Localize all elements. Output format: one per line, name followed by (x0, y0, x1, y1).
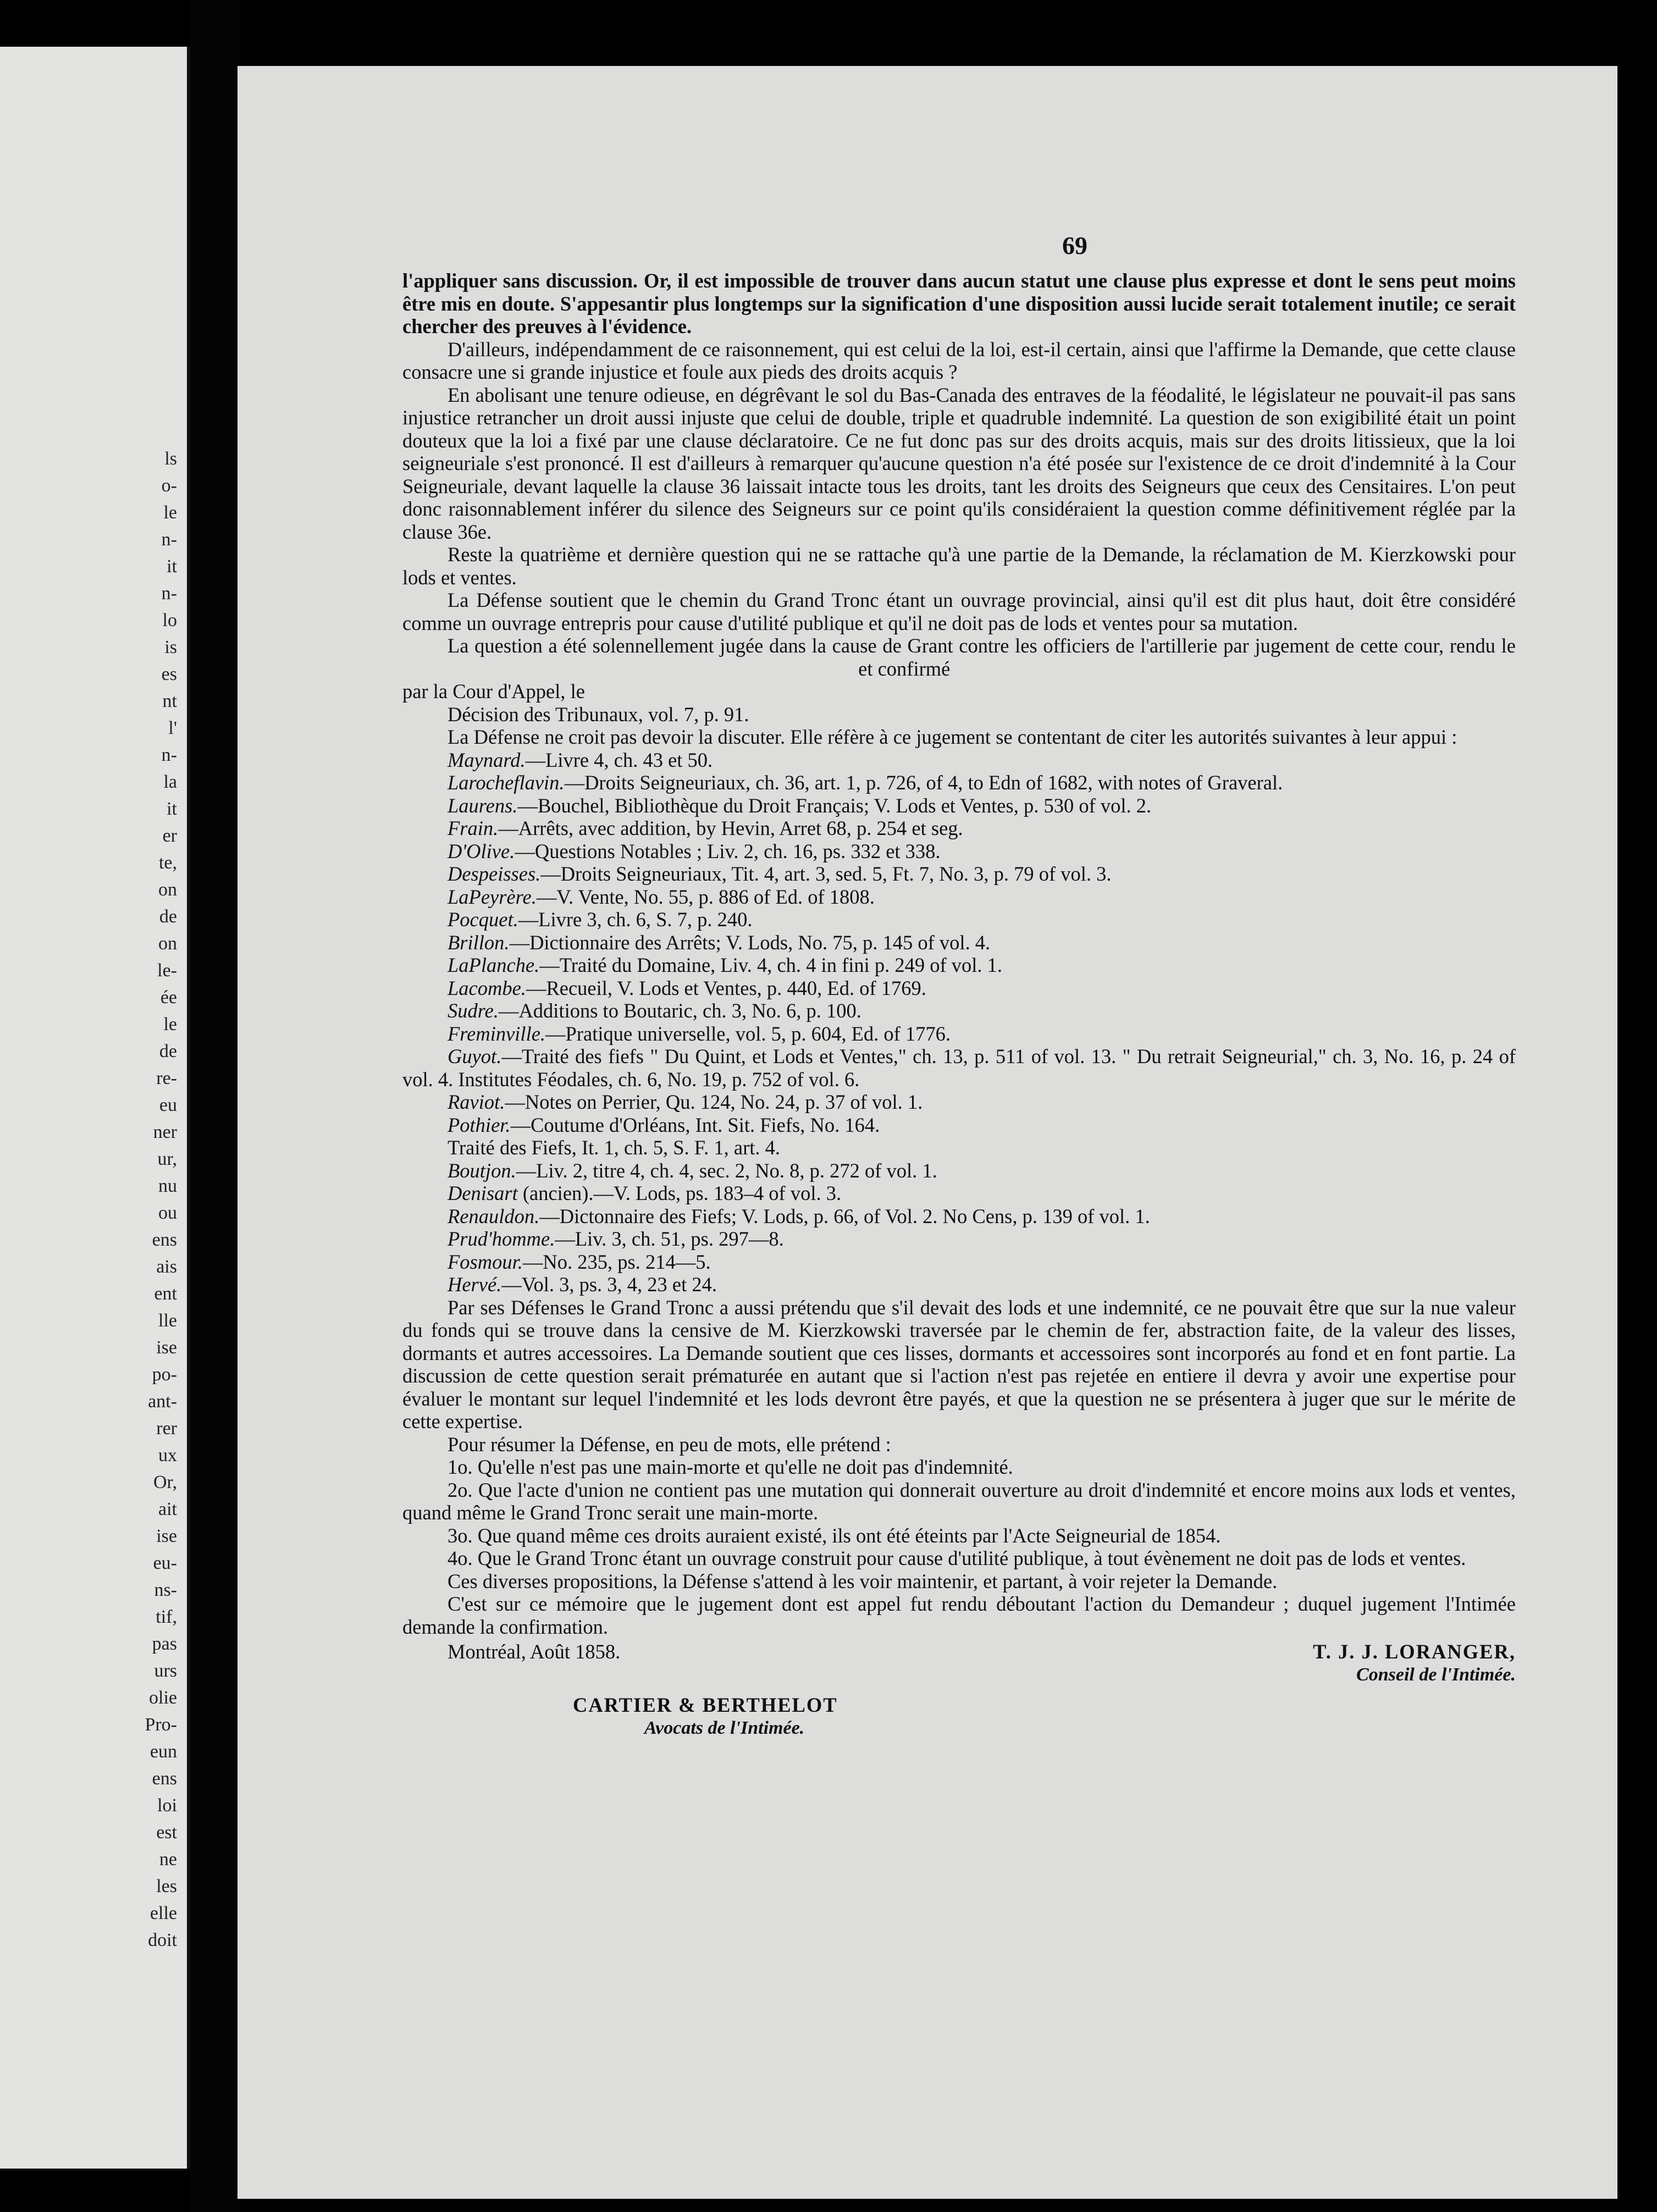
left-page-fragment: est (156, 1822, 177, 1843)
left-page-fragment: ant- (148, 1391, 177, 1412)
counsel-role: Conseil de l'Intimée. (1356, 1664, 1516, 1685)
reference-text: —Vol. 3, ps. 3, 4, 23 et 24. (501, 1273, 717, 1296)
reference-item (402, 794, 1516, 817)
claim-item: 4o. Que le Grand Tronc étant un ouvrage construit pour cause d'utilité publique, à tout évènement ne doit pas de lods et ventes. (448, 1547, 1466, 1569)
left-page-fragment: l' (168, 718, 177, 738)
paragraph-text: La question a été solennellement jugée dans la cause de Grant contre les officiers de l'artillerie par jugement de cette cour, rendu le (448, 634, 1516, 657)
reference-author: Laurens. (448, 794, 518, 817)
reference-text: —Dictionnaire des Arrêts; V. Lods, No. 75, p. 145 of vol. 4. (509, 931, 991, 954)
reference-text: —Livre 3, ch. 6, S. 7, p. 240. (518, 908, 753, 931)
reference-author: Pocquet. (448, 908, 518, 931)
left-page-fragment: n- (161, 583, 177, 604)
firm-signature (402, 1694, 1516, 1739)
left-page-fragment: eun (150, 1741, 177, 1762)
left-page-fragment: doit (148, 1930, 177, 1950)
left-page-fragment: it (167, 799, 177, 819)
reference-text: —Pratique universelle, vol. 5, p. 604, Ed. of 1776. (545, 1022, 951, 1045)
reference-item (402, 771, 1516, 794)
left-page-fragment: ou (158, 1203, 177, 1223)
left-page-fragment: it (167, 556, 177, 577)
reference-text: —No. 235, ps. 214—5. (522, 1250, 711, 1273)
left-page-fragment: ux (158, 1445, 177, 1466)
claim-item: 3o. Que quand même ces droits auraient existé, ils ont été éteints par l'Acte Seigneurial de 1854. (448, 1524, 1221, 1547)
signature-block (402, 1640, 1516, 1686)
reference-item (402, 1273, 1516, 1296)
reference-item (402, 1251, 1516, 1274)
reference-author: Frain. (448, 817, 499, 839)
left-page-edge (0, 47, 190, 2169)
left-page-fragment: elle (150, 1903, 177, 1923)
reference-item (402, 840, 1516, 863)
reference-item (402, 749, 1516, 772)
paragraph: La Défense ne croit pas devoir la discuter. Elle réfère à ce jugement se contentant de citer les autorités suivantes à leur appui : (448, 726, 1457, 748)
reference-author: Raviot. (448, 1091, 505, 1113)
left-page-fragment: la (163, 772, 177, 792)
reference-text: (ancien).—V. Lods, ps. 183–4 of vol. 3. (517, 1182, 842, 1204)
left-page-fragment: Pro- (145, 1715, 177, 1735)
left-page-fragment: ls (164, 449, 177, 469)
left-page-fragment: ais (156, 1257, 177, 1277)
reference-item (402, 1205, 1516, 1228)
reference-item (402, 862, 1516, 886)
paragraph: Ces diverses propositions, la Défense s'attend à les voir maintenir, et partant, à voir rejeter la Demande. (448, 1569, 1278, 1592)
reference-text: —Recueil, V. Lods et Ventes, p. 440, Ed. of 1769. (526, 976, 926, 999)
reference-text: —Notes on Perrier, Qu. 124, No. 24, p. 37 of vol. 1. (505, 1091, 923, 1113)
reference-item (402, 1182, 1516, 1205)
reference-author: Pothier. (448, 1113, 511, 1136)
reference-author: Lacombe. (448, 976, 526, 999)
body-text (402, 269, 1516, 1739)
left-page-fragment: loi (157, 1795, 177, 1816)
place-date: Montréal, Août 1858. (448, 1640, 621, 1663)
left-page-fragment: o- (161, 475, 177, 496)
paragraph: La Défense soutient que le chemin du Grand Tronc étant un ouvrage provincial, ainsi qu'il est dit plus haut, doit être considéré comme un ouvrage entrepris pour cause d'utilité publique et qu'il ne doit pas de lods et ventes pour sa mutation. (402, 589, 1516, 634)
paragraph: Pour résumer la Défense, en peu de mots, elle prétend : (448, 1433, 891, 1456)
claim-item: 1o. Qu'elle n'est pas une main-morte et qu'elle ne doit pas d'indemnité. (448, 1456, 1013, 1478)
left-page-fragment: is (164, 637, 177, 657)
left-page-fragment: lo (162, 610, 177, 631)
left-page-fragment: eu (159, 1095, 177, 1115)
firm-role: Avocats de l'Intimée. (644, 1717, 805, 1738)
left-page-fragment: n- (161, 529, 177, 550)
left-page-fragment: urs (154, 1661, 177, 1681)
reference-author: Denisart (448, 1182, 518, 1204)
firm-name: CARTIER & BERTHELOT (573, 1694, 838, 1716)
reference-author: Brillon. (448, 931, 510, 954)
reference-item (402, 1091, 1516, 1114)
left-page-fragment: tif, (156, 1607, 177, 1627)
left-page-fragment: de (159, 1041, 177, 1061)
reference-text: —Droits Seigneuriaux, ch. 36, art. 1, p. 726, of 4, to Edn of 1682, with notes of Graveral. (564, 771, 1283, 794)
reference-item (402, 886, 1516, 909)
left-page-fragment: eu- (153, 1553, 177, 1573)
paragraph: Décision des Tribunaux, vol. 7, p. 91. (448, 703, 749, 726)
left-page-fragment: ée (160, 987, 177, 1008)
reference-item (402, 931, 1516, 954)
left-page-fragment: po- (152, 1364, 177, 1385)
left-page-fragment: on (158, 933, 177, 954)
paragraph-line: par la Cour d'Appel, le (402, 680, 585, 703)
reference-text: —Traité du Domaine, Liv. 4, ch. 4 in fini p. 249 of vol. 1. (539, 954, 1003, 976)
reference-item (402, 1045, 1516, 1091)
reference-author: LaPeyrère. (448, 885, 537, 908)
left-page-fragment: Or, (153, 1472, 177, 1492)
counsel-signature (1313, 1640, 1516, 1686)
reference-author: Sudre. (448, 999, 499, 1022)
reference-author: Guyot. (448, 1045, 502, 1068)
reference-author: Boutjon. (448, 1159, 516, 1182)
claims-list (402, 1456, 1516, 1570)
left-page-fragment: n- (161, 745, 177, 765)
reference-text: —Arrêts, avec addition, by Hevin, Arret 68, p. 254 et seg. (498, 817, 963, 839)
reference-author: Despeisses. (448, 862, 541, 885)
reference-item (402, 817, 1516, 840)
left-page-fragment: rer (156, 1418, 177, 1439)
reference-item (402, 908, 1516, 931)
document-page (237, 66, 1617, 2199)
left-page-fragment: nu (158, 1176, 177, 1196)
left-page-fragment: er (162, 826, 177, 846)
left-page-fragment: on (158, 880, 177, 900)
left-page-fragment: lle (158, 1310, 177, 1331)
reference-author: Freminville. (448, 1022, 546, 1045)
reference-list (402, 749, 1516, 1296)
reference-text: —Dictonnaire des Fiefs; V. Lods, p. 66, of Vol. 2. No Cens, p. 139 of vol. 1. (539, 1204, 1150, 1227)
left-page-fragment: ner (153, 1122, 177, 1142)
reference-item (402, 999, 1516, 1022)
paragraph: D'ailleurs, indépendamment de ce raisonnement, qui est celui de la loi, est-il certain, ainsi que l'affirme la Demande, que cette clause consacre une si grande injustice et foule aux pieds des droits acquis ? (402, 338, 1516, 383)
left-page-fragment: ise (156, 1337, 177, 1358)
page-number: 69 (1062, 231, 1087, 259)
page-gutter (190, 0, 240, 2212)
paragraph: C'est sur ce mémoire que le jugement dont est appel fut rendu déboutant l'action du Demandeur ; duquel jugement l'Intimée demande la confirmation. (402, 1592, 1516, 1638)
left-page-fragment: ne (159, 1849, 177, 1870)
reference-item (402, 1022, 1516, 1046)
counsel-name: T. J. J. LORANGER, (1313, 1640, 1516, 1663)
reference-author: LaPlanche. (448, 954, 540, 976)
left-page-fragment: pas (152, 1634, 177, 1654)
claim-item: 2o. Que l'acte d'union ne contient pas une mutation qui donnerait ouverture au droit d'indemnité et encore moins aux lods et ventes, quand même le Grand Tronc serait une main-morte. (402, 1478, 1516, 1524)
paragraph: Par ses Défenses le Grand Tronc a aussi prétendu que s'il devait des lods et une indemnité, ce ne pouvait être que sur la nue valeur du fonds qui se trouve dans la censive de M. Kierzkowski traversée par le chemin de fer, abstraction faite, de la valeur des lisses, dormants et autres accessoires. La Demande soutient que ces lisses, dormants et accessoires sont incorporés au fond et en font partie. La discussion de cette question serait prématurée en autant que si l'action n'est pas rejetée en entiere il devra y avoir une expertise pour évaluer le montant sur lequel l'indemnité et les lods devront être payés, et que la question ne se présentera à juger que sur le mérite de cette expertise. (402, 1296, 1516, 1433)
reference-author: Hervé. (448, 1273, 502, 1296)
reference-text: —Bouchel, Bibliothèque du Droit Français; V. Lods et Ventes, p. 530 of vol. 2. (517, 794, 1152, 817)
paragraph (402, 634, 1516, 680)
reference-text: —V. Vente, No. 55, p. 886 of Ed. of 1808. (536, 885, 875, 908)
reference-item (402, 1227, 1516, 1251)
left-page-fragment: ens (152, 1230, 177, 1250)
left-page-fragment: les (156, 1876, 177, 1896)
reference-item (402, 1159, 1516, 1182)
left-page-fragment: nt (162, 691, 177, 711)
reference-text: —Droits Seigneuriaux, Tit. 4, art. 3, sed. 5, Ft. 7, No. 3, p. 79 of vol. 3. (540, 862, 1112, 885)
left-page-fragment: le (163, 1014, 177, 1035)
reference-item (402, 977, 1516, 1000)
reference-author: Renauldon. (448, 1204, 540, 1227)
paragraph: Reste la quatrième et dernière question qui ne se rattache qu'à une partie de la Demande, la réclamation de M. Kierzkowski pour lods et ventes. (402, 543, 1516, 589)
paragraph-text: et confirmé (858, 657, 951, 680)
reference-author: Maynard. (448, 748, 526, 771)
reference-author: D'Olive. (448, 839, 515, 862)
left-page-fragment: de (159, 906, 177, 927)
left-page-fragment: ent (154, 1284, 177, 1304)
reference-text: —Traité des fiefs " Du Quint, et Lods et Ventes," ch. 13, p. 511 of vol. 13. " Du retrait Seigneurial," ch. 3, No. 16, p. 24 of vol. 4. Institutes Féodales, ch. 6, No. 19, p. 752 of vol. 6. (402, 1045, 1516, 1091)
reference-text: —Questions Notables ; Liv. 2, ch. 16, ps. 332 et 338. (515, 839, 941, 862)
reference-text: Traité des Fiefs, It. 1, ch. 5, S. F. 1, art. 4. (448, 1136, 781, 1159)
reference-author: Larocheflavin. (448, 771, 565, 794)
left-page-fragment: re- (156, 1068, 177, 1088)
left-page-fragment: te, (158, 853, 177, 873)
reference-text: —Coutume d'Orléans, Int. Sit. Fiefs, No. 164. (510, 1113, 880, 1136)
reference-text: —Liv. 3, ch. 51, ps. 297—8. (555, 1227, 784, 1250)
left-page-fragment: ens (152, 1768, 177, 1789)
reference-text: —Additions to Boutaric, ch. 3, No. 6, p. 100. (498, 999, 861, 1022)
reference-text: —Liv. 2, titre 4, ch. 4, sec. 2, No. 8, p. 272 of vol. 1. (516, 1159, 937, 1182)
left-page-fragment: ise (156, 1526, 177, 1546)
left-page-fragment: olie (149, 1688, 177, 1708)
paragraph-continuation: l'appliquer sans discussion. Or, il est impossible de trouver dans aucun statut une clause plus expresse et dont le sens peut moins être mis en doute. S'appesantir plus longtemps sur la signification d'une disposition aussi lucide serait totalement inutile; ce serait chercher des preuves à l'évidence. (402, 269, 1516, 338)
paragraph: En abolisant une tenure odieuse, en dégrêvant le sol du Bas-Canada des entraves de la féodalité, le législateur ne pouvait-il pas sans injustice retrancher un droit aussi injuste que celui de double, triple et quadruble indemnité. La question de son exigibilité était un point douteux que la loi a fixé par une clause déclaratoire. Ce ne fut donc pas sur des droits acquis, mais sur des droits litissieux, que la loi seigneuriale s'est prononcé. Il est d'ailleurs à remarquer qu'aucune question n'a été posée sur l'existence de ce droit d'indemnité à la Cour Seigneuriale, devant laquelle la clause 36 laissait intacte tous les droits, tant les droits des Seigneurs que ceux des Censitaires. L'on peut donc raisonnablement inférer du silence des Seigneurs sur ce point qu'ils considéraient la question comme définitivement réglée par la clause 36e. (402, 383, 1516, 543)
left-page-fragment: le- (157, 960, 177, 981)
reference-item (402, 1114, 1516, 1137)
left-page-fragment: ait (158, 1499, 177, 1519)
left-page-fragment: ns- (154, 1580, 177, 1600)
reference-item (402, 954, 1516, 977)
left-page-fragment: es (161, 664, 177, 684)
left-page-fragment: le (163, 502, 177, 523)
reference-item (402, 1136, 1516, 1159)
reference-text: —Livre 4, ch. 43 et 50. (525, 748, 713, 771)
left-page-fragment: ur, (157, 1149, 177, 1169)
reference-author: Fosmour. (448, 1250, 523, 1273)
reference-author: Prud'homme. (448, 1227, 555, 1250)
